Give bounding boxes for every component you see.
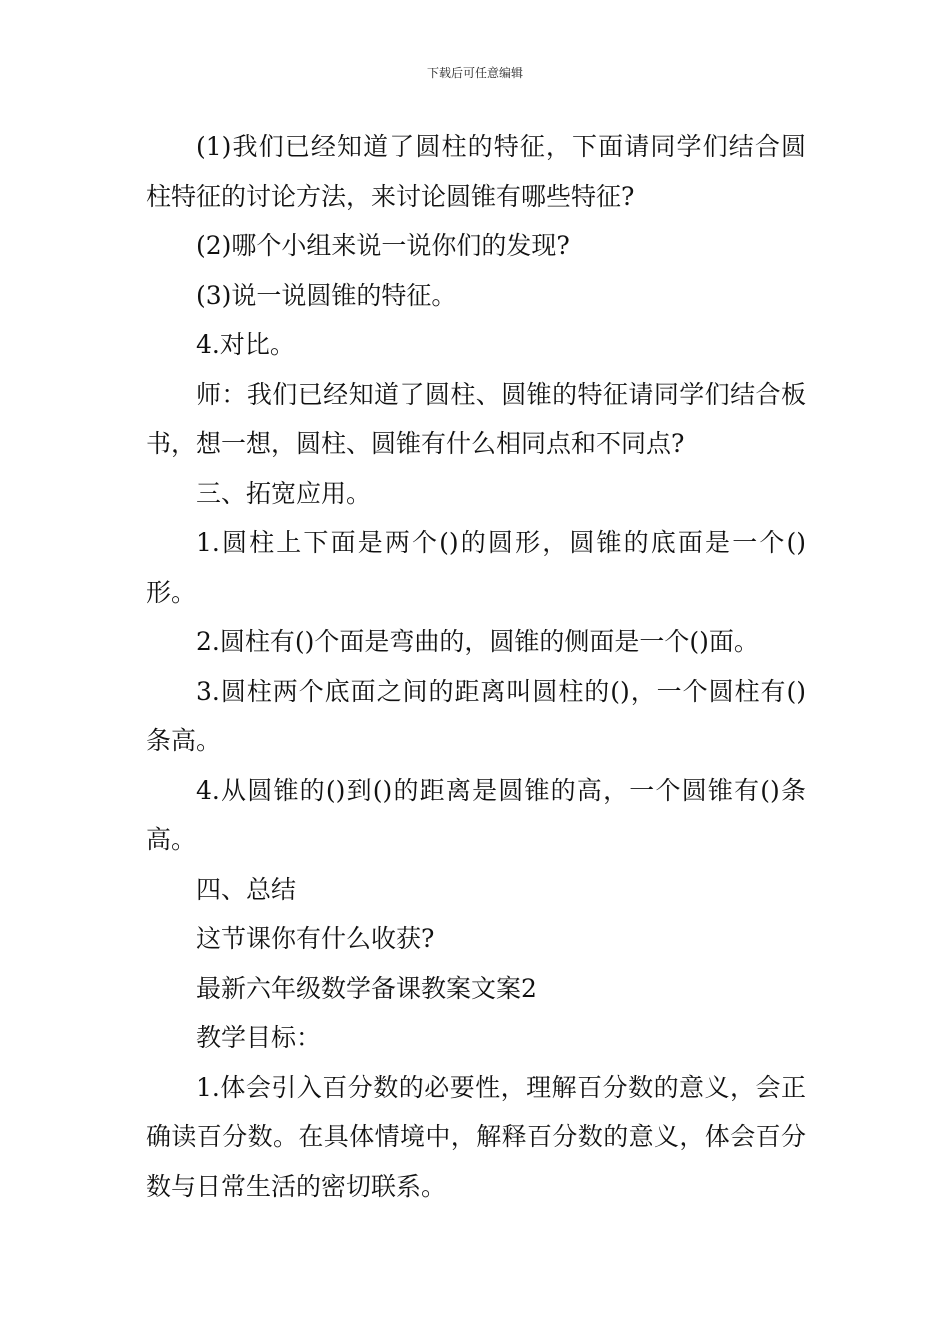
exercise-item-2: 2.圆柱有()个面是弯曲的，圆锥的侧面是一个()面。 xyxy=(196,627,759,656)
exercise-item-4: 4.从圆锥的()到()的距离是圆锥的高，一个圆锥有()条高。 xyxy=(146,775,806,854)
paragraph-teacher-question: 师：我们已经知道了圆柱、圆锥的特征请同学们结合板书，想一想，圆柱、圆锥有什么相同点和不同点? xyxy=(146,379,806,458)
section-heading-summary: 四、总结 xyxy=(196,874,297,904)
document-body xyxy=(146,122,806,1211)
paragraph-compare: 4.对比。 xyxy=(196,330,295,359)
section-heading-application: 三、拓宽应用。 xyxy=(196,478,372,508)
exercise-item-3: 3.圆柱两个底面之间的距离叫圆柱的()，一个圆柱有()条高。 xyxy=(146,676,806,755)
teaching-objectives-heading: 教学目标： xyxy=(196,1023,322,1052)
paragraph-cone-features: (3)说一说圆锥的特征。 xyxy=(196,280,457,310)
paragraph-summary-question: 这节课你有什么收获? xyxy=(196,924,435,953)
lesson-plan-title: 最新六年级数学备课教案文案2 xyxy=(196,973,537,1003)
paragraph-group-findings: (2)哪个小组来说一说你们的发现? xyxy=(196,231,570,260)
paragraph-discuss-cone-features: (1)我们已经知道了圆柱的特征，下面请同学们结合圆柱特征的讨论方法，来讨论圆锥有哪些特征? xyxy=(146,132,806,211)
teaching-objective-1: 1.体会引入百分数的必要性，理解百分数的意义，会正确读百分数。在具体情境中，解释百分数的意义，体会百分数与日常生活的密切联系。 xyxy=(146,1072,806,1201)
exercise-item-1: 1.圆柱上下面是两个()的圆形，圆锥的底面是一个()形。 xyxy=(146,528,806,607)
page-header-note: 下载后可任意编辑 xyxy=(426,66,523,80)
